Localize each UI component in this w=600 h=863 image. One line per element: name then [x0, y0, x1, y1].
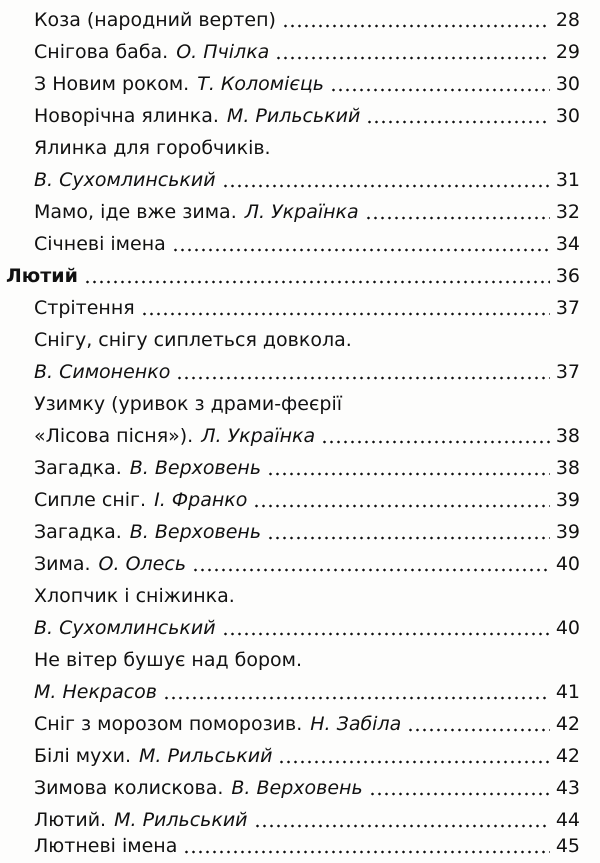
entry-page-number: 30 — [555, 73, 580, 95]
dot-leader — [366, 120, 549, 124]
toc-entry-title-line — [34, 387, 580, 421]
entry-author: Л. Українка — [201, 425, 316, 447]
entry-author: І. Франко — [154, 489, 248, 511]
entry-page-number: 43 — [555, 777, 580, 799]
toc-section-heading — [6, 259, 580, 293]
dot-leader — [141, 312, 550, 316]
entry-author: М. Рильський — [139, 745, 273, 767]
toc-entry — [34, 707, 580, 741]
entry-title: Лютий. — [34, 809, 107, 831]
dot-leader — [254, 824, 550, 828]
dot-leader — [365, 216, 550, 220]
dot-leader — [222, 632, 550, 636]
entry-title: Білі мухи. — [34, 745, 131, 767]
toc-entry — [34, 35, 580, 69]
entry-page-number: 40 — [555, 553, 580, 575]
entry-author: Л. Українка — [244, 201, 359, 223]
dot-leader — [369, 792, 550, 796]
entry-page-number: 28 — [555, 9, 580, 31]
dot-leader — [192, 568, 550, 572]
dot-leader — [278, 760, 549, 764]
toc-entry — [34, 771, 580, 805]
entry-title-continued: «Лісова пісня»). — [34, 425, 194, 447]
toc-entry — [34, 3, 580, 37]
entry-author: М. Рильський — [114, 809, 248, 831]
toc-entry — [34, 483, 580, 517]
toc-entry — [34, 67, 580, 101]
entry-title: Хлопчик і сніжинка. — [34, 585, 235, 607]
entry-page-number: 34 — [555, 233, 580, 255]
dot-leader — [183, 850, 549, 854]
dot-leader — [407, 728, 550, 732]
entry-title: Ялинка для горобчиків. — [34, 137, 271, 159]
section-title: Лютий — [6, 265, 78, 287]
toc-entry-author-line — [34, 163, 580, 197]
entry-author: Н. Забіла — [310, 713, 402, 735]
entry-page-number: 39 — [555, 521, 580, 543]
entry-title: Новорічна ялинка. — [34, 105, 219, 127]
entry-page-number: 38 — [555, 457, 580, 479]
entry-title: З Новим роком. — [34, 73, 190, 95]
toc-entry-author-line — [34, 611, 580, 645]
entry-title: Стрітення — [34, 297, 135, 319]
entry-page-number: 39 — [555, 489, 580, 511]
entry-page-number: 32 — [555, 201, 580, 223]
dot-leader — [163, 696, 550, 700]
entry-title: Коза (народний вертеп) — [34, 9, 276, 31]
toc-entry — [34, 829, 580, 863]
toc-entry — [34, 451, 580, 485]
entry-title: Узимку (уривок з драми-феєрії — [34, 393, 343, 415]
dot-leader — [84, 280, 550, 284]
toc-entry — [34, 291, 580, 325]
dot-leader — [330, 88, 550, 92]
toc-entry-title-line — [34, 323, 580, 357]
entry-author: О. Пчілка — [176, 41, 270, 63]
entry-page-number: 36 — [555, 265, 580, 287]
entry-author: В. Верховень — [129, 521, 262, 543]
entry-title: Сніг з морозом поморозив. — [34, 713, 303, 735]
entry-page-number: 40 — [555, 617, 580, 639]
entry-page-number: 37 — [555, 297, 580, 319]
toc-entry — [34, 227, 580, 261]
entry-title: Сипле сніг. — [34, 489, 147, 511]
entry-title: Лютневі імена — [34, 835, 178, 857]
entry-page-number: 42 — [555, 713, 580, 735]
entry-author: М. Некрасов — [34, 681, 157, 703]
toc-entry — [34, 99, 580, 133]
toc-entry-author-line — [34, 419, 580, 453]
dot-leader — [321, 440, 550, 444]
dot-leader — [282, 24, 550, 28]
entry-title: Січневі імена — [34, 233, 166, 255]
dot-leader — [176, 376, 549, 380]
toc-entry — [34, 195, 580, 229]
entry-author: В. Верховень — [129, 457, 262, 479]
entry-author: В. Сухомлинський — [34, 169, 216, 191]
dot-leader — [267, 536, 550, 540]
entry-title: Не вітер бушує над бором. — [34, 649, 303, 671]
entry-page-number: 44 — [555, 809, 580, 831]
entry-title: Снігова баба. — [34, 41, 169, 63]
dot-leader — [222, 184, 550, 188]
entry-title: Зима. — [34, 553, 91, 575]
entry-page-number: 37 — [555, 361, 580, 383]
toc-entry-title-line — [34, 579, 580, 613]
entry-title: Загадка. — [34, 521, 122, 543]
dot-leader — [172, 248, 550, 252]
entry-author: М. Рильський — [226, 105, 361, 127]
entry-title: Мамо, іде вже зима. — [34, 201, 237, 223]
entry-author: В. Сухомлинський — [34, 617, 216, 639]
entry-author: В. Верховень — [231, 777, 363, 799]
entry-page-number: 41 — [555, 681, 580, 703]
entry-page-number: 30 — [555, 105, 580, 127]
toc-entry — [34, 739, 580, 773]
entry-page-number: 42 — [555, 745, 580, 767]
toc-entry-author-line — [34, 675, 580, 709]
entry-title: Снігу, снігу сиплеться довкола. — [34, 329, 352, 351]
dot-leader — [253, 504, 549, 508]
entry-title: Загадка. — [34, 457, 122, 479]
entry-page-number: 38 — [555, 425, 580, 447]
entry-page-number: 31 — [555, 169, 580, 191]
dot-leader — [275, 56, 550, 60]
toc-entry-title-line — [34, 131, 580, 165]
entry-author: О. Олесь — [98, 553, 187, 575]
toc-entry — [34, 515, 580, 549]
toc-entry — [34, 547, 580, 581]
toc-entry-title-line — [34, 643, 580, 677]
entry-page-number: 29 — [555, 41, 580, 63]
toc-entry-author-line — [34, 355, 580, 389]
entry-author: Т. Коломієць — [197, 73, 324, 95]
entry-page-number: 45 — [555, 835, 580, 857]
dot-leader — [267, 472, 550, 476]
entry-author: В. Симоненко — [34, 361, 171, 383]
entry-title: Зимова колискова. — [34, 777, 224, 799]
